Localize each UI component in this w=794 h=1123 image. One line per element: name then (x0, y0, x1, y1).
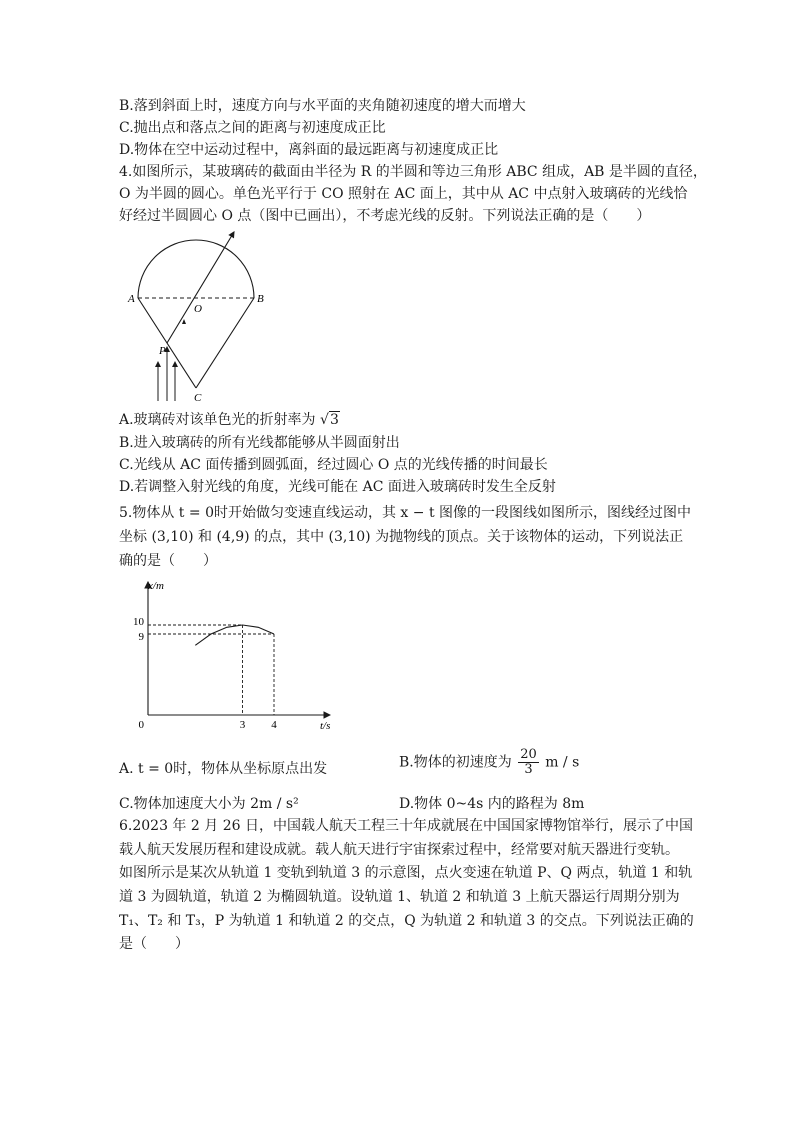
side-bc (196, 298, 254, 388)
q5-option-c: C.物体加速度大小为 2m / s² (119, 796, 299, 812)
q4-option-a-text: A.玻璃砖对该单色光的折射率为 (119, 412, 316, 428)
q6-stem-line5: T₁、T₂ 和 T₃，P 为轨道 1 和轨道 2 的交点，Q 为轨道 2 和轨道 3 的交点。下列说法正确的 (119, 913, 694, 929)
fraction-denominator: 3 (524, 762, 533, 777)
y-tick-label-9: 9 (138, 631, 144, 643)
q6-stem-line6: 是（ ） (119, 936, 189, 952)
sqrt-radicand: 3 (329, 412, 339, 428)
q5-stem-line1: 5.物体从 t = 0时开始做匀变速直线运动，其 x − t 图像的一段图线如图所示，图线经过图中 (119, 505, 692, 521)
q4-option-b: B.进入玻璃砖的所有光线都能够从半圆面射出 (119, 435, 400, 451)
sqrt-expression: √3 (320, 412, 339, 428)
label-p: P (159, 345, 166, 357)
label-c: C (194, 392, 202, 404)
q5-option-b (399, 748, 579, 777)
q6-stem-line1: 6.2023 年 2 月 26 日，中国载人航天工程三十年成就展在中国国家博物馆举行，展示了中国 (119, 818, 693, 834)
q5-option-a: A. t = 0时，物体从坐标原点出发 (119, 761, 328, 777)
q5-stem-line2: 坐标 (3,10) 和 (4,9) 的点，其中 (3,10) 为抛物线的顶点。关于该物体的运动，下列说法正 (119, 529, 684, 545)
q5-stem-line3: 确的是（ ） (119, 553, 217, 569)
label-a: A (128, 293, 135, 305)
q6-stem-line4: 道 3 为圆轨道，轨道 2 为椭圆轨道。设轨道 1、轨道 2 和轨道 3 上航天器运行周期分别为 (119, 889, 680, 905)
q3-option-b: B.落到斜面上时，速度方向与水平面的夹角随初速度的增大而增大 (119, 98, 526, 114)
q4-prism-figure (118, 226, 278, 408)
label-b: B (257, 293, 264, 305)
x-tick-label-0: 0 (138, 719, 144, 731)
q6-stem-line3: 如图所示是某次从轨道 1 变轨到轨道 3 的示意图，点火变速在轨道 P、Q 两点，轨道 1 和轨 (119, 865, 693, 881)
fraction-numerator: 20 (520, 747, 537, 762)
y-tick-label-10: 10 (133, 616, 144, 628)
q4-option-d: D.若调整入射光线的角度，光线可能在 AC 面进入玻璃砖时发生全反射 (119, 479, 556, 495)
semicircle-arc (138, 240, 254, 298)
q3-option-c: C.抛出点和落点之间的距离与初速度成正比 (119, 120, 386, 136)
q4-option-a (119, 411, 340, 429)
q4-stem-line1: 4.如图所示，某玻璃砖的截面由半径为 R 的半圆和等边三角形 ABC 组成，AB 是半圆的直径， (119, 164, 707, 180)
q4-stem-line3: 好经过半圆圆心 O 点（图中已画出），不考虑光线的反射。下列说法正确的是（ ） (119, 208, 651, 224)
xt-curve (195, 625, 274, 645)
label-o: O (194, 303, 202, 315)
fraction (518, 748, 539, 777)
q5-xt-chart (120, 574, 350, 740)
q5-option-b-text: B.物体的初速度为 (399, 754, 512, 771)
y-axis-label: x/m (148, 580, 164, 592)
refracted-ray (167, 232, 234, 343)
q3-option-d: D.物体在空中运动过程中，离斜面的最远距离与初速度成正比 (119, 142, 499, 158)
x-tick-label-4: 4 (271, 719, 277, 731)
q4-stem-line2: O 为半圆的圆心。单色光平行于 CO 照射在 AC 面上，其中从 AC 中点射入玻璃砖的光线恰 (119, 186, 688, 202)
x-axis-label: t/s (320, 720, 331, 732)
q6-stem-line2: 载人航天发展历程和建设成就。载人航天进行宇宙探索过程中，经常要对航天器进行变轨。 (119, 842, 679, 858)
x-tick-label-3: 3 (239, 719, 246, 731)
q5-option-b-unit: m / s (545, 754, 580, 771)
q5-option-d: D.物体 0~4s 内的路程为 8m (399, 796, 585, 812)
q4-option-c: C.光线从 AC 面传播到圆弧面，经过圆心 O 点的光线传播的时间最长 (119, 457, 548, 473)
